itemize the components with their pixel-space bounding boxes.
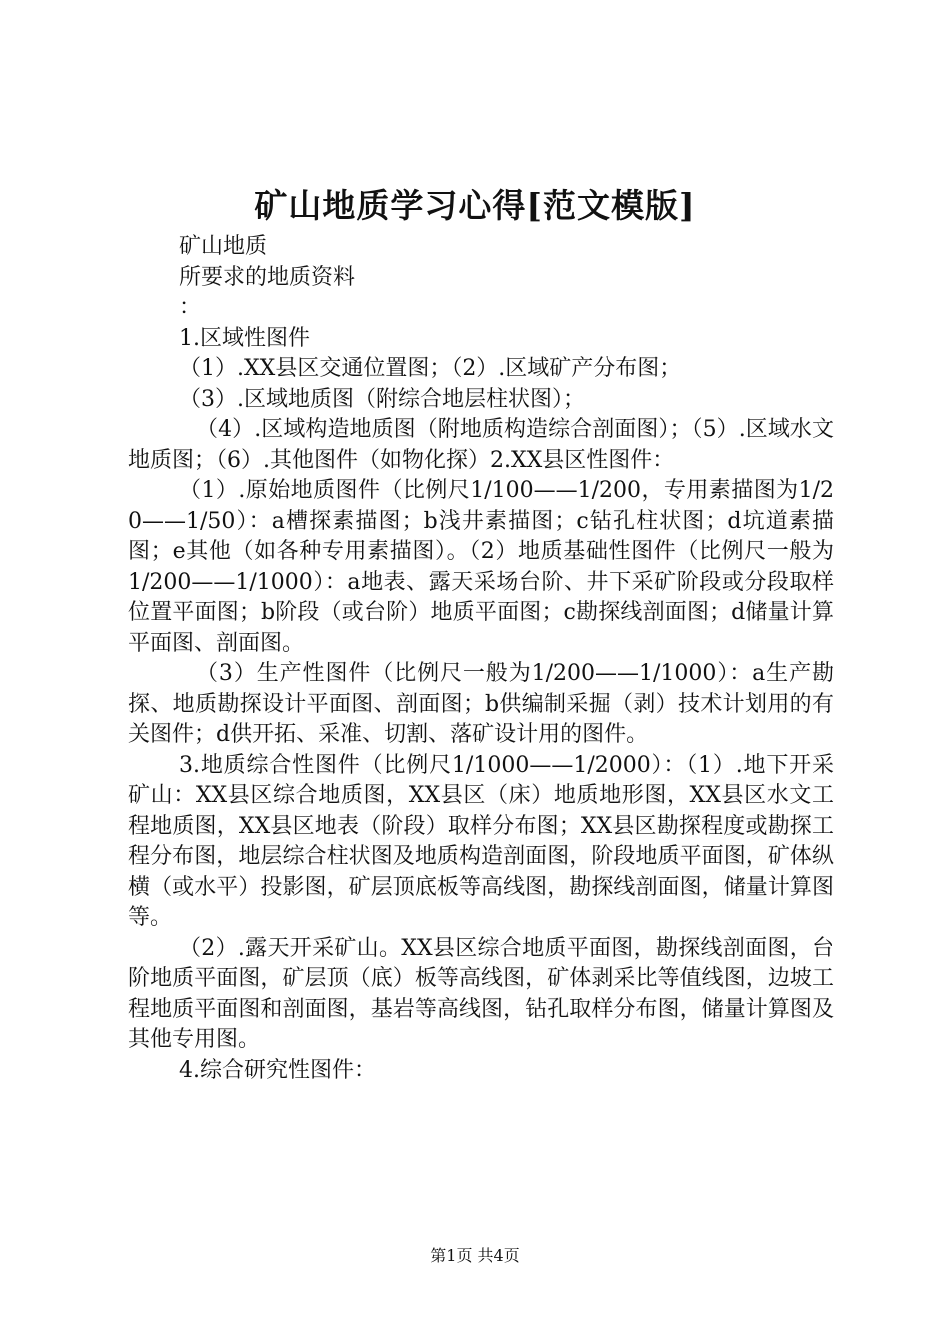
paragraph-section-1: 1.区域性图件 bbox=[179, 325, 310, 351]
paragraph-required-materials: 所要求的地质资料 bbox=[179, 264, 356, 290]
paragraph-colon: ： bbox=[179, 295, 202, 320]
paragraph-production-drawings: （3）生产性图件（比例尺一般为1/200——1/1000）：a生产勘探、地质勘探设计平面图、剖面图；b供编制采掘（剥）技术计划用的有关图件；d供开拓、采准、切割、落矿设计用的图件。 bbox=[128, 661, 834, 747]
paragraph-item-3: （3）.区域地质图（附综合地层柱状图）； bbox=[179, 386, 585, 412]
paragraph-section-4: 4.综合研究性图件： bbox=[179, 1057, 376, 1083]
paragraph-item-1-2: （1）.XX县区交通位置图；（2）.区域矿产分布图； bbox=[179, 356, 682, 381]
document-body bbox=[128, 232, 834, 1086]
paragraph-original-drawings: （1）.原始地质图件（比例尺1/100——1/200，专用素描图为1/20——1/50）：a槽探素描图；b浅井素描图；c钻孔柱状图；d坑道素描图；e其他（如各种专用素描图）。（2）地质基础性图件（比例尺一般为1/200——1/1000）：a地表、露天采场台阶、井下采矿阶段或分段取样位置平面图；b阶段（或台阶）地质平面图；c勘探线剖面图；d储量计算平面图、剖面图。 bbox=[128, 478, 834, 656]
paragraph-open-pit: （2）.露天开采矿山。XX县区综合地质平面图，勘探线剖面图，台阶地质平面图，矿层顶（底）板等高线图，矿体剥采比等值线图，边坡工程地质平面图和剖面图，基岩等高线图，钻孔取样分布图，储量计算图及其他专用图。 bbox=[128, 935, 834, 1052]
paragraph-item-4-6: （4）.区域构造地质图（附地质构造综合剖面图）；（5）.区域水文地质图；（6）.其他图件（如物化探）2.XX县区性图件： bbox=[128, 417, 834, 473]
page-footer: 第1页 共4页 bbox=[430, 1246, 520, 1265]
page-title: 矿山地质学习心得[范文模版] bbox=[254, 186, 696, 225]
paragraph-section-3: 3.地质综合性图件（比例尺1/1000——1/2000）：（1）.地下开采矿山：XX县区综合地质图，XX县区（床）地质地形图，XX县区水文工程地质图，XX县区地表（阶段）取样分布图；XX县区勘探程度或勘探工程分布图，地层综合柱状图及地质构造剖面图，阶段地质平面图，矿体纵横（或水平）投影图，矿层顶底板等高线图，勘探线剖面图，储量计算图等。 bbox=[128, 752, 834, 930]
paragraph-heading-mine-geology: 矿山地质 bbox=[179, 234, 268, 259]
